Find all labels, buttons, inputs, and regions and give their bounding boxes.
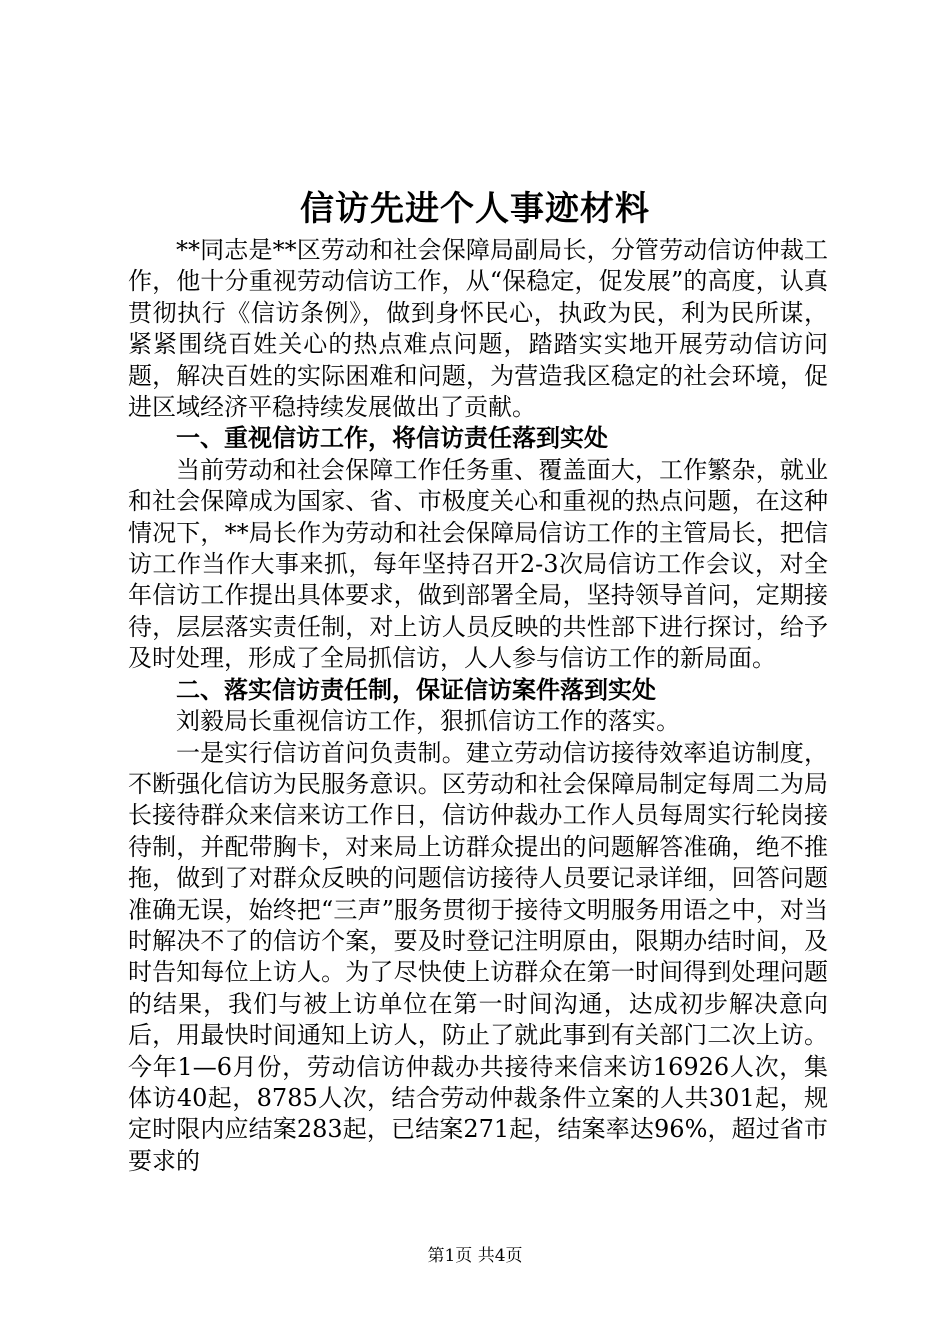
- section-heading-2: 二、落实信访责任制，保证信访案件落到实处: [176, 675, 656, 704]
- section-heading-1: 一、重视信访工作，将信访责任落到实处: [176, 424, 608, 453]
- page-footer: 第1页 共4页: [427, 1246, 523, 1266]
- document-body: [128, 235, 828, 1177]
- paragraph-section-1: 当前劳动和社会保障工作任务重、覆盖面大，工作繁杂，就业和社会保障成为国家、省、市极度关心和重视的热点问题，在这种情况下，**局长作为劳动和社会保障局信访工作的主管局长，把信访工作当作大事来抓，每年坚持召开2-3次局信访工作会议，对全年信访工作提出具体要求，做到部署全局，坚持领导首问，定期接待，层层落实责任制，对上访人员反映的共性部下进行探讨，给予及时处理，形成了全局抓信访，人人参与信访工作的新局面。: [128, 455, 828, 673]
- document-title: 信访先进个人事迹材料: [300, 189, 650, 229]
- paragraph-section-2-detail: 一是实行信访首问负责制。建立劳动信访接待效率追访制度，不断强化信访为民服务意识。区劳动和社会保障局制定每周二为局长接待群众来信来访工作日，信访仲裁办工作人员每周实行轮岗接待制，并配带胸卡，对来局上访群众提出的问题解答准确，绝不推拖，做到了对群众反映的问题信访接待人员要记录详细，回答问题准确无误，始终把“三声”服务贯彻于接待文明服务用语之中，对当时解决不了的信访个案，要及时登记注明原由，限期办结时间，及时告知每位上访人。为了尽快使上访群众在第一时间得到处理问题的结果，我们与被上访单位在第一时间沟通，达成初步解决意向后，用最快时间通知上访人，防止了就此事到有关部门二次上访。今年1—6月份，劳动信访仲裁办共接待来信来访16926人次，集体访40起，8785人次，结合劳动仲裁条件立案的人共301起，规定时限内应结案283起，已结案271起，结案率达96%，超过省市要求的: [128, 738, 828, 1175]
- paragraph-intro: **同志是**区劳动和社会保障局副局长，分管劳动信访仲裁工作，他十分重视劳动信访工作，从“保稳定，促发展”的高度，认真贯彻执行《信访条例》，做到身怀民心，执政为民，利为民所谋，紧紧围绕百姓关心的热点难点问题，踏踏实实地开展劳动信访问题，解决百姓的实际困难和问题，为营造我区稳定的社会环境，促进区域经济平稳持续发展做出了贡献。: [128, 236, 828, 422]
- paragraph-section-2-lead: 刘毅局长重视信访工作，狠抓信访工作的落实。: [176, 707, 680, 736]
